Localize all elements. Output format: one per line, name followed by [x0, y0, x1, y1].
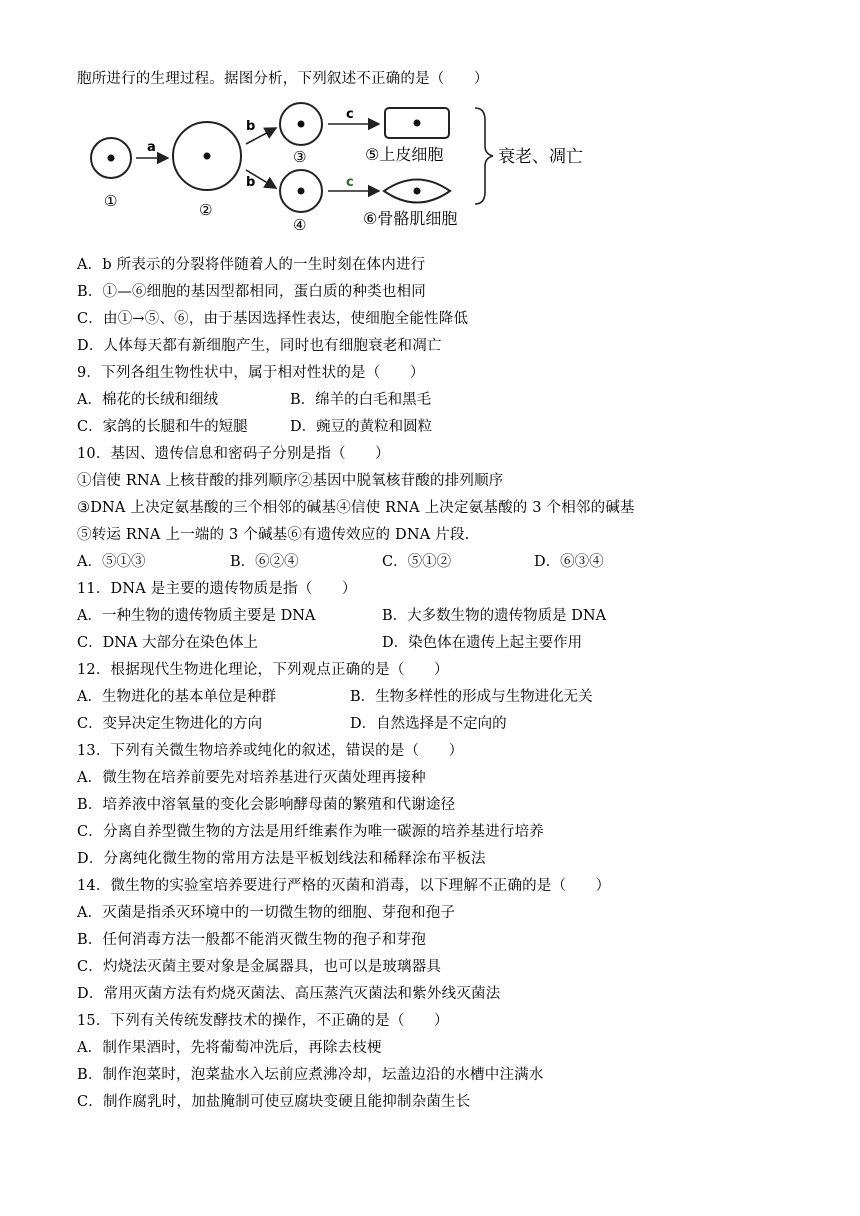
- arrow-c-upper-label: c: [346, 107, 354, 122]
- q15-option-b: B．制作泡菜时，泡菜盐水入坛前应煮沸冷却，坛盖边沿的水槽中注满水: [77, 1067, 544, 1083]
- q10-option-d: D．⑥③④: [534, 554, 604, 570]
- cell-6-label: ⑥骨骼肌细胞: [363, 209, 458, 228]
- q13-option-b: B．培养液中溶氧量的变化会影响酵母菌的繁殖和代谢途径: [77, 797, 456, 813]
- question-8-stem-tail: 胞所进行的生理过程。据图分析，下列叙述不正确的是（ ）: [77, 71, 489, 87]
- q12-option-a: A．生物进化的基本单位是种群: [77, 689, 276, 705]
- q13-option-c: C．分离自养型微生物的方法是用纤维素作为唯一碳源的培养基进行培养: [77, 824, 544, 840]
- arrow-c-lower-label: c: [346, 175, 354, 190]
- q14-option-c: C．灼烧法灭菌主要对象是金属器具，也可以是玻璃器具: [77, 959, 442, 975]
- q9-stem: 9．下列各组生物性状中，属于相对性状的是（ ）: [77, 365, 425, 381]
- cell-1-label: ①: [104, 192, 118, 210]
- cell-5-label: ⑤上皮细胞: [365, 145, 444, 164]
- fate-label: 衰老、凋亡: [498, 147, 583, 167]
- q15-option-a: A．制作果酒时，先将葡萄冲洗后，再除去枝梗: [77, 1040, 382, 1056]
- q10-item-line-1: ①信使 RNA 上核苷酸的排列顺序②基因中脱氧核苷酸的排列顺序: [77, 473, 504, 489]
- q11-option-a: A．一种生物的遗传物质主要是 DNA: [77, 608, 316, 624]
- q11-option-d: D．染色体在遗传上起主要作用: [382, 635, 583, 651]
- arrow-b-lower-label: b: [246, 175, 256, 190]
- cell-6-muscle: [384, 180, 450, 203]
- cell-differentiation-figure: [80, 96, 600, 236]
- q9-option-b: B．绵羊的白毛和黑毛: [290, 392, 432, 408]
- q10-stem: 10．基因、遗传信息和密码子分别是指（ ）: [77, 446, 390, 462]
- q15-option-c: C．制作腐乳时，加盐腌制可使豆腐块变硬且能抑制杂菌生长: [77, 1094, 471, 1110]
- cell-4: [280, 170, 322, 212]
- q8-option-c: C．由①→⑤、⑥，由于基因选择性表达，使细胞全能性降低: [77, 311, 469, 327]
- q12-option-b: B．生物多样性的形成与生物进化无关: [350, 689, 593, 705]
- brace: [475, 108, 493, 204]
- cell-2: [173, 122, 241, 190]
- cell-4-label: ④: [293, 216, 307, 234]
- q8-option-a: A．b 所表示的分裂将伴随着人的一生时刻在体内进行: [77, 257, 426, 273]
- q13-option-d: D．分离纯化微生物的常用方法是平板划线法和稀释涂布平板法: [77, 851, 486, 867]
- q14-option-b: B．任何消毒方法一般都不能消灭微生物的孢子和芽孢: [77, 932, 426, 948]
- q12-option-c: C．变异决定生物进化的方向: [77, 716, 263, 732]
- arrow-b-upper-label: b: [246, 119, 256, 134]
- cell-3: [280, 103, 322, 145]
- q9-option-a: A．棉花的长绒和细绒: [77, 392, 218, 408]
- q10-item-line-2: ③DNA 上决定氨基酸的三个相邻的碱基④信使 RNA 上决定氨基酸的 3 个相邻的碱基: [77, 500, 635, 516]
- q12-option-d: D．自然选择是不定向的: [350, 716, 507, 732]
- q10-option-a: A．⑤①③: [77, 554, 146, 570]
- cell-1: [91, 138, 131, 178]
- q11-option-c: C．DNA 大部分在染色体上: [77, 635, 258, 651]
- arrow-a-label: a: [147, 140, 156, 155]
- q11-stem: 11．DNA 是主要的遗传物质是指（ ）: [77, 581, 357, 597]
- q14-option-a: A．灭菌是指杀灭环境中的一切微生物的细胞、芽孢和孢子: [77, 905, 456, 921]
- cell-3-label: ③: [293, 148, 307, 166]
- q10-option-c: C．⑤①②: [382, 554, 452, 570]
- q14-option-d: D．常用灭菌方法有灼烧灭菌法、高压蒸汽灭菌法和紫外线灭菌法: [77, 986, 501, 1002]
- q15-stem: 15．下列有关传统发酵技术的操作，不正确的是（ ）: [77, 1013, 449, 1029]
- q13-stem: 13．下列有关微生物培养或纯化的叙述，错误的是（ ）: [77, 743, 464, 759]
- q9-option-c: C．家鸽的长腿和牛的短腿: [77, 419, 248, 435]
- q8-option-d: D．人体每天都有新细胞产生，同时也有细胞衰老和凋亡: [77, 338, 442, 354]
- q9-option-d: D．豌豆的黄粒和圆粒: [290, 419, 433, 435]
- q13-option-a: A．微生物在培养前要先对培养基进行灭菌处理再接种: [77, 770, 426, 786]
- q11-option-b: B．大多数生物的遗传物质是 DNA: [382, 608, 607, 624]
- cell-5-epithelial: [385, 108, 449, 138]
- q10-option-b: B．⑥②④: [230, 554, 299, 570]
- q10-item-line-3: ⑤转运 RNA 上一端的 3 个碱基⑥有遗传效应的 DNA 片段.: [77, 527, 470, 543]
- q8-option-b: B．①—⑥细胞的基因型都相同，蛋白质的种类也相同: [77, 284, 426, 300]
- cell-2-label: ②: [199, 201, 213, 219]
- q14-stem: 14．微生物的实验室培养要进行严格的灭菌和消毒，以下理解不正确的是（ ）: [77, 878, 611, 894]
- q12-stem: 12．根据现代生物进化理论，下列观点正确的是（ ）: [77, 662, 449, 678]
